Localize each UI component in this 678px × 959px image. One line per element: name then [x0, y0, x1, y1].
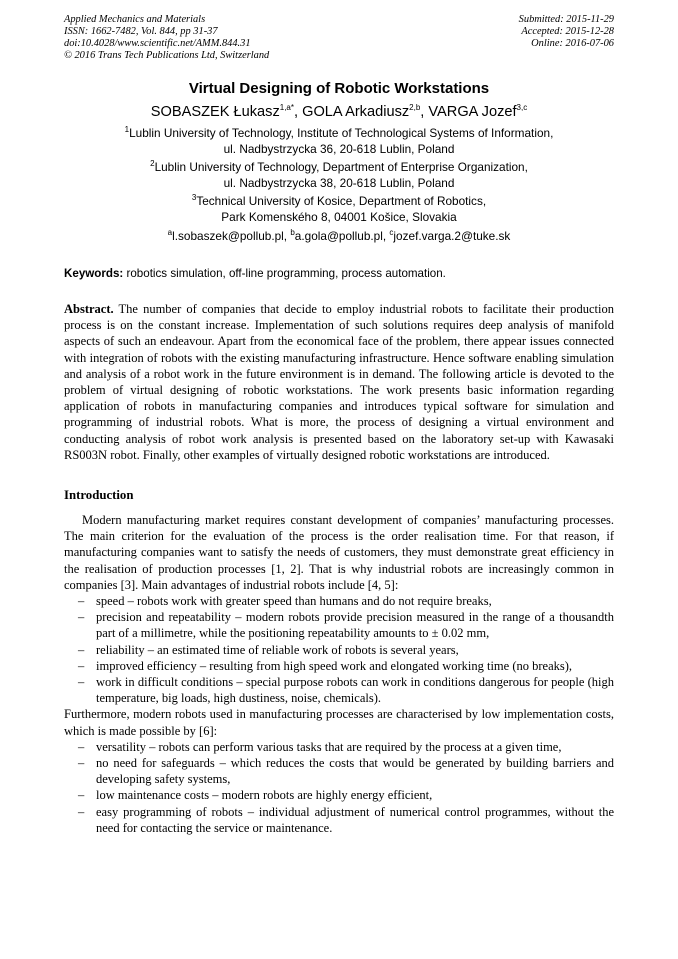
email-link[interactable]: jozef.varga.2@tuke.sk: [393, 229, 511, 243]
introduction-paragraph: Modern manufacturing market requires constant development of companies’ manufacturing processes. The main criterion for the evaluation of the process is the order realisation time. For that reason, if manufacturing companies want to satisfy the needs of customers, they must demonstrate great efficiency in the realisation of production processes [1, 2]. That is why industrial robots are increasingly common in companies [3]. Main advantages of industrial robots include [4, 5]:: [64, 513, 614, 592]
list-item-text: work in difficult conditions – special purpose robots can work in conditions dangerous for people (high temperature, big loads, high dustiness, noise, chemicals).: [96, 675, 614, 706]
advantages-list: [64, 593, 614, 706]
dash-bullet: –: [78, 788, 85, 803]
author-list: [64, 104, 614, 120]
author-superscript: 1,a*: [279, 103, 294, 113]
list-item-text: reliability – an estimated time of reliable work of robots is several years,: [96, 642, 459, 657]
affiliation-address: ul. Nadbystrzycka 38, 20-618 Lublin, Poland: [223, 175, 455, 190]
affiliations: [64, 126, 614, 225]
email-link[interactable]: a.gola@pollub.pl: [294, 229, 383, 243]
dash-bullet: –: [78, 610, 85, 625]
list-item-text: precision and repeatability – modern robots provide precision measured in the range of a thousandth part of a millimetre, while the positioning repeatability amounts to ± 0.02 mm,: [96, 610, 614, 641]
journal-name: Applied Mechanics and Materials: [64, 14, 206, 25]
affiliation-superscript: 3: [191, 193, 197, 203]
affiliation-address: Park Komenského 8, 04001 Košice, Slovakia: [221, 209, 457, 224]
affiliation-superscript: 1: [124, 125, 130, 135]
email-separator: ,: [382, 229, 390, 243]
journal-issn: ISSN: 1662-7482, Vol. 844, pp 31-37: [64, 26, 218, 37]
affiliation: [64, 126, 614, 157]
dash-bullet: –: [78, 756, 85, 771]
affiliation-address: ul. Nadbystrzycka 36, 20-618 Lublin, Poland: [223, 141, 455, 156]
abstract: [64, 301, 614, 463]
affiliation-line: Lublin University of Technology, Department of Enterprise Organization,: [154, 160, 528, 174]
paper-title: Virtual Designing of Robotic Workstations: [188, 80, 490, 97]
keywords: [64, 267, 614, 280]
author-separator: ,: [293, 104, 303, 120]
cost-list: [64, 739, 614, 836]
affiliation-superscript: 2: [150, 159, 155, 169]
journal-header: [64, 14, 614, 66]
accepted-date: Accepted: 2015-12-28: [521, 26, 614, 37]
keywords-text: robotics simulation, off-line programming, process automation.: [123, 267, 446, 280]
dash-bullet: –: [78, 804, 85, 819]
submitted-date: Submitted: 2015-11-29: [518, 14, 614, 25]
list-item: [64, 593, 614, 609]
author-name: VARGA Jozef: [428, 104, 517, 120]
list-item-text: easy programming of robots – individual adjustment of numerical control programmes, without the need for contacting the service or maintenance.: [96, 804, 614, 835]
email-link[interactable]: l.sobaszek@pollub.pl: [172, 229, 284, 243]
list-item: [64, 642, 614, 658]
abstract-text: The number of companies that decide to employ industrial robots to facilitate their production process is on the constant increase. Implementation of such solutions requires deep analysis of manifold aspects of such an endeavour. Apart from the economical face of the problem, there appear issues connected with integration of robots with the existing manufacturing infrastructure. Hence software enabling simulation and analysis of a robot work in the future environment is in demand. The following article is devoted to the problem of virtual designing of robotic workstations. The work presents basic information regarding application of robots in manufacturing companies and introduces typical software for simulation and programming of industrial robots. What is more, the process of designing a virtual environment and conducting analysis of robot work analysis is presented based on the laboratory set-up with Kawasaki RS003N robot. Finally, other examples of virtually designed robotic workstations are introduced.: [64, 302, 614, 462]
keywords-label: Keywords:: [64, 267, 124, 280]
list-item: [64, 658, 614, 674]
list-item: [64, 755, 614, 787]
author-superscript: 2,b: [409, 103, 421, 113]
list-item-text: versatility – robots can perform various tasks that are required by the process at a given time,: [96, 739, 562, 754]
author-name: GOLA Arkadiusz: [302, 104, 410, 120]
author-separator: ,: [420, 104, 429, 120]
journal-info: [64, 14, 269, 62]
list-item: [64, 739, 614, 755]
dash-bullet: –: [78, 642, 85, 657]
abstract-label: Abstract.: [64, 302, 114, 316]
journal-copyright: © 2016 Trans Tech Publications Ltd, Switzerland: [64, 50, 270, 61]
affiliation-line: Technical University of Kosice, Department of Robotics,: [196, 194, 487, 208]
list-item-text: speed – robots work with greater speed than humans and do not require breaks,: [96, 594, 492, 609]
introduction-body: [64, 512, 614, 836]
email-list: [64, 229, 614, 243]
dash-bullet: –: [78, 594, 85, 609]
affiliation: [64, 160, 614, 191]
list-item: [64, 674, 614, 706]
section-heading: Introduction: [64, 488, 134, 503]
list-item-text: improved efficiency – resulting from high speed work and elongated working time (no breaks),: [96, 658, 573, 673]
journal-doi: doi:10.4028/www.scientific.net/AMM.844.31: [64, 38, 251, 49]
list-item: [64, 609, 614, 641]
submission-dates: [519, 14, 614, 50]
author-superscript: 3,c: [516, 103, 528, 113]
dash-bullet: –: [78, 739, 85, 754]
list-item: [64, 804, 614, 836]
paper-page: [64, 14, 614, 836]
list-item-text: no need for safeguards – which reduces the costs that would be generated by building barriers and developing safety systems,: [96, 756, 614, 787]
author-name: SOBASZEK Łukasz: [150, 104, 280, 120]
online-date: Online: 2016-07-06: [531, 38, 614, 49]
dash-bullet: –: [78, 675, 85, 690]
affiliation-line: Lublin University of Technology, Institute of Technological Systems of Information,: [129, 126, 554, 140]
list-item-text: low maintenance costs – modern robots are highly energy efficient,: [96, 788, 433, 803]
dash-bullet: –: [78, 658, 85, 673]
email-superscript: b: [290, 228, 295, 238]
email-separator: ,: [283, 229, 291, 243]
email-superscript: a: [167, 228, 173, 238]
affiliation: [64, 194, 614, 225]
email-superscript: c: [389, 228, 394, 238]
list-item: [64, 787, 614, 803]
introduction-paragraph: Furthermore, modern robots used in manufacturing processes are characterised by low implementation costs, which is made possible by [6]:: [64, 707, 614, 738]
